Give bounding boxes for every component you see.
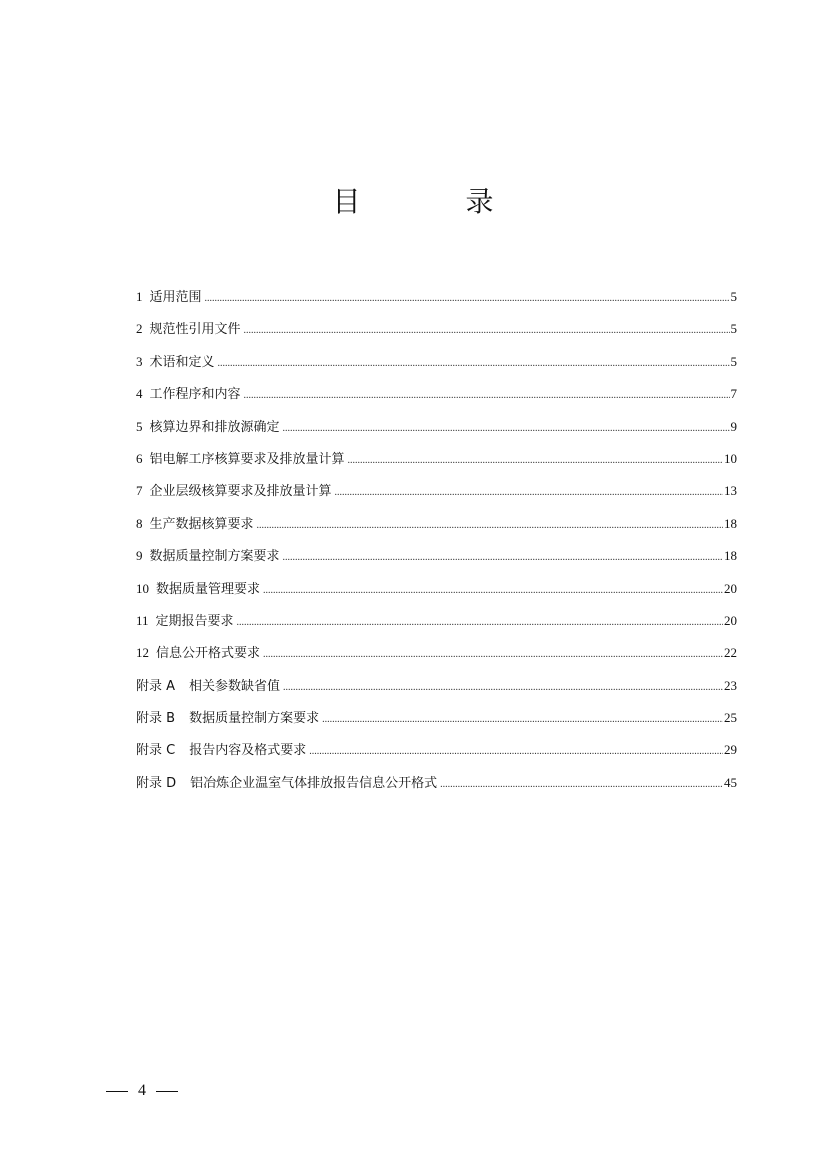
toc-entry-title: 企业层级核算要求及排放量计算 <box>149 484 332 500</box>
toc-entry-number: 9 <box>136 548 143 564</box>
toc-entry-page: 5 <box>730 353 737 369</box>
toc-entry-title: 数据质量管理要求 <box>156 581 261 597</box>
toc-leader-dots <box>348 450 723 472</box>
toc-entry[interactable] <box>136 545 737 577</box>
toc-entry-appendix[interactable] <box>136 707 737 739</box>
footer-dash-left <box>106 1091 128 1092</box>
toc-entry-page: 10 <box>724 450 737 466</box>
toc-entry-page: 9 <box>730 418 737 434</box>
toc-leader-dots <box>440 774 723 796</box>
toc-entry-number: 附录 B <box>136 711 176 727</box>
toc-leader-dots <box>218 353 730 375</box>
toc-leader-dots <box>335 482 723 504</box>
toc-entry[interactable] <box>136 578 737 610</box>
toc-entry-page: 22 <box>724 645 737 661</box>
toc-entry-number: 7 <box>136 483 143 499</box>
toc-entry-number: 11 <box>136 612 149 628</box>
toc-entry-appendix[interactable] <box>136 739 737 771</box>
toc-entry-title: 信息公开格式要求 <box>156 646 261 662</box>
toc-entry-page: 20 <box>724 612 737 628</box>
toc-entry-title: 数据质量控制方案要求 <box>189 711 320 727</box>
toc-leader-dots <box>322 709 723 731</box>
toc-entry-number: 3 <box>136 353 143 369</box>
toc-entry-number: 附录 D <box>136 775 177 791</box>
toc-leader-dots <box>244 320 730 342</box>
toc-entry[interactable] <box>136 383 737 415</box>
toc-entry-page: 18 <box>724 515 737 531</box>
toc-entry[interactable] <box>136 318 737 350</box>
toc-leader-dots <box>237 612 723 634</box>
footer-page-number: 4 <box>138 1082 146 1099</box>
toc-entry-page: 45 <box>724 774 737 790</box>
toc-entry-appendix[interactable] <box>136 675 737 707</box>
toc-leader-dots <box>244 385 730 407</box>
page-footer <box>106 1082 178 1100</box>
toc-entry-page: 5 <box>730 321 737 337</box>
toc-leader-dots <box>283 677 723 699</box>
toc-entry-number: 附录 A <box>136 678 176 694</box>
toc-entry-page: 20 <box>724 580 737 596</box>
toc-entry[interactable] <box>136 448 737 480</box>
toc-entry[interactable] <box>136 480 737 512</box>
toc-entry-title: 工作程序和内容 <box>149 387 241 403</box>
toc-leader-dots <box>205 288 730 310</box>
toc-entry-title: 生产数据核算要求 <box>149 516 254 532</box>
toc-entry-number: 12 <box>136 645 149 661</box>
toc-leader-dots <box>263 580 723 602</box>
toc-entry-title: 铝冶炼企业温室气体排放报告信息公开格式 <box>190 775 438 791</box>
toc-entry-title: 报告内容及格式要求 <box>189 743 307 759</box>
page-title: 目 录 <box>332 185 542 218</box>
toc-leader-dots <box>257 515 723 537</box>
toc-entry-number: 4 <box>136 386 143 402</box>
footer-dash-right <box>156 1091 178 1092</box>
toc-entry[interactable] <box>136 416 737 448</box>
toc-leader-dots <box>263 644 723 666</box>
toc-entry-number: 5 <box>136 418 143 434</box>
toc-entry-page: 23 <box>724 677 737 693</box>
toc-entry-number: 附录 C <box>136 743 176 759</box>
toc-leader-dots <box>283 547 723 569</box>
toc-entry-page: 18 <box>724 548 737 564</box>
toc-entry[interactable] <box>136 610 737 642</box>
toc-entry-title: 数据质量控制方案要求 <box>149 549 280 565</box>
toc-entry-number: 6 <box>136 450 143 466</box>
toc-leader-dots <box>309 741 723 763</box>
toc-entry-number: 10 <box>136 580 149 596</box>
toc-entry-title: 规范性引用文件 <box>149 322 241 338</box>
toc-entry-page: 29 <box>724 742 737 758</box>
toc-entry-page: 13 <box>724 483 737 499</box>
toc-entry-page: 25 <box>724 710 737 726</box>
toc-entry-title: 定期报告要求 <box>155 613 234 629</box>
toc-entry-title: 术语和定义 <box>149 354 215 370</box>
toc-entry-title: 核算边界和排放源确定 <box>149 419 280 435</box>
toc-entry[interactable] <box>136 286 737 318</box>
toc-leader-dots <box>283 418 730 440</box>
toc-entry-number: 8 <box>136 515 143 531</box>
toc-entry-number: 2 <box>136 321 143 337</box>
toc-entry-title: 适用范围 <box>149 290 202 305</box>
toc-entry[interactable] <box>136 351 737 383</box>
toc-entry-page: 7 <box>730 386 737 402</box>
toc-entry-page: 5 <box>730 289 737 304</box>
toc-entry-title: 铝电解工序核算要求及排放量计算 <box>149 451 345 467</box>
toc-entry-number: 1 <box>136 289 143 304</box>
toc-entry[interactable] <box>136 642 737 674</box>
toc-entry-title: 相关参数缺省值 <box>189 678 281 694</box>
toc-entry[interactable] <box>136 513 737 545</box>
toc-entry-appendix[interactable] <box>136 772 737 804</box>
table-of-contents <box>136 286 737 804</box>
